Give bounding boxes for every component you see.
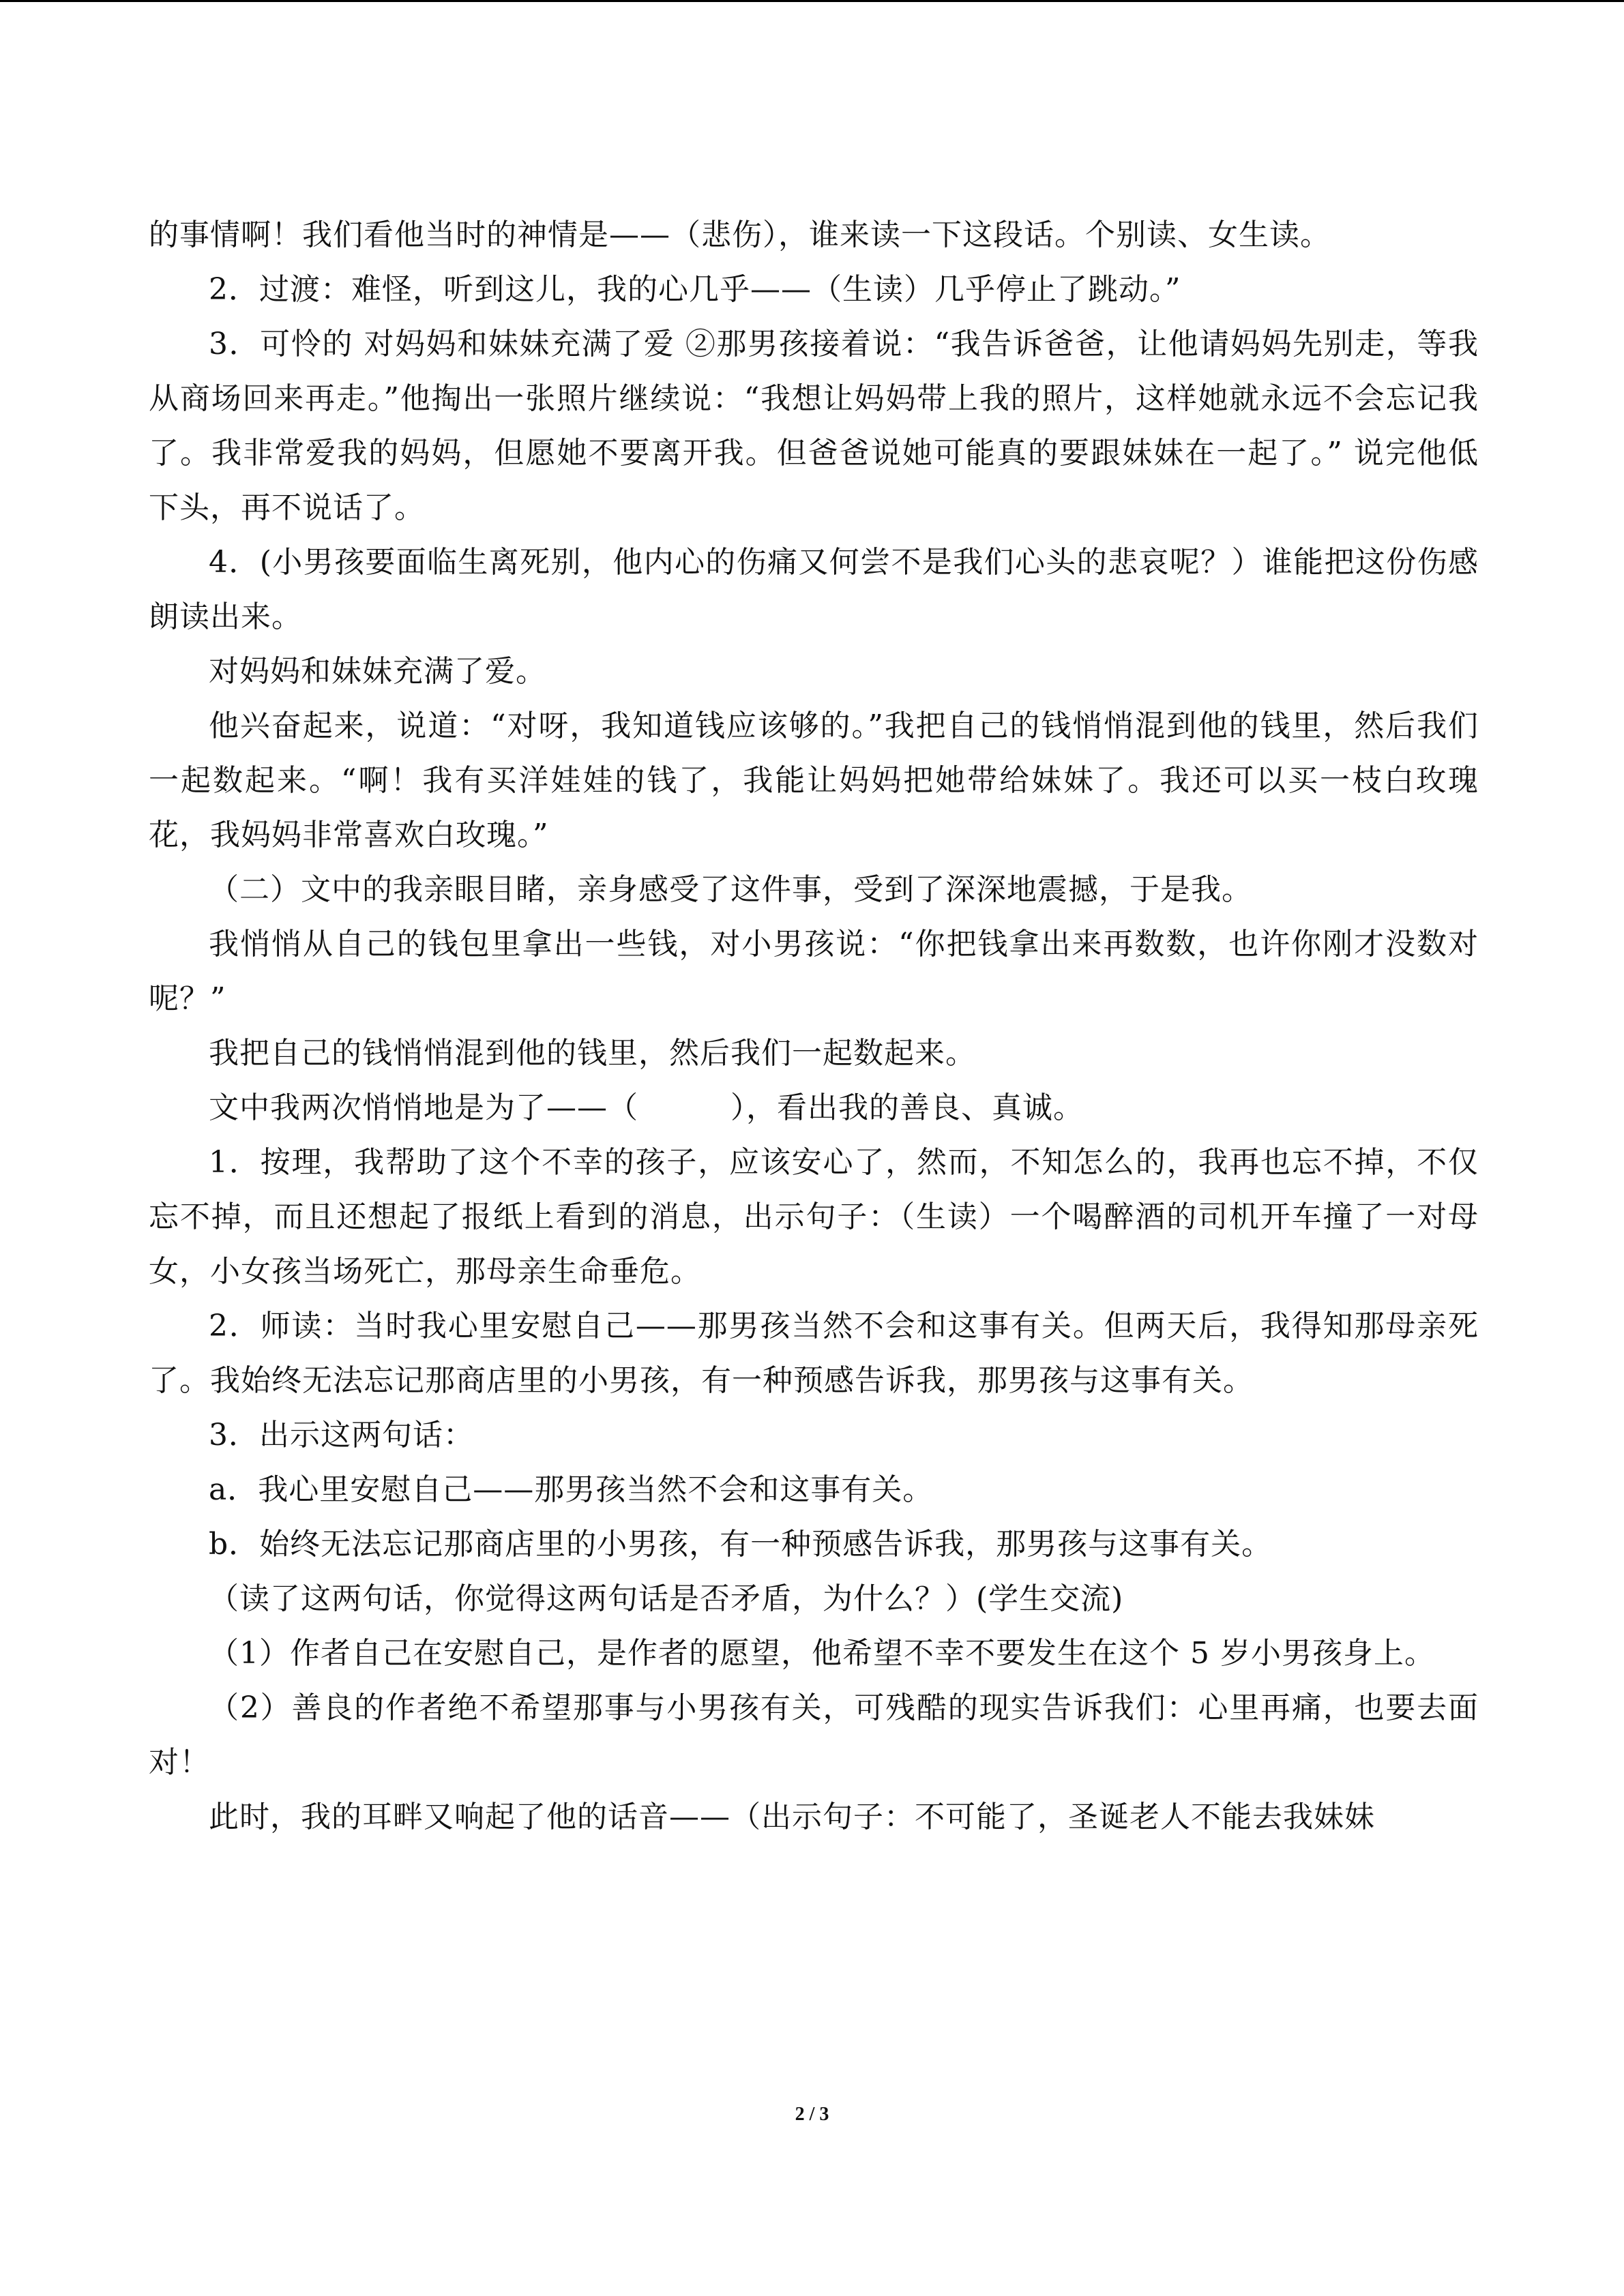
paragraph: （二）文中的我亲眼目睹，亲身感受了这件事，受到了深深地震撼，于是我。 <box>209 872 1252 907</box>
paragraph: 2．师读：当时我心里安慰自己——那男孩当然不会和这事有关。但两天后，我得知那母亲死了。我始终无法忘记那商店里的小男孩，有一种预感告诉我，那男孩与这事有关。 <box>149 1309 1479 1398</box>
top-border-line <box>0 0 1624 2</box>
paragraph: 的事情啊！我们看他当时的神情是——（悲伤），谁来读一下这段话。个别读、女生读。 <box>149 218 1331 252</box>
paragraph: 我把自己的钱悄悄混到他的钱里，然后我们一起数起来。 <box>209 1036 976 1071</box>
page-number: 2 / 3 <box>795 2104 829 2125</box>
paragraph: 文中我两次悄悄地是为了——（ ），看出我的善良、真诚。 <box>209 1090 1084 1125</box>
paragraph: 我悄悄从自己的钱包里拿出一些钱，对小男孩说：“你把钱拿出来再数数，也许你刚才没数对呢？” <box>149 927 1479 1016</box>
paragraph: 3．出示这两句话： <box>209 1418 474 1452</box>
paragraph: 3．可怜的 对妈妈和妹妹充满了爱 ②那男孩接着说：“我告诉爸爸，让他请妈妈先别走，等我从商场回来再走。”他掏出一张照片继续说：“我想让妈妈带上我的照片，这样她就永远不会忘记我了。我非常爱我的妈妈，但愿她不要离开我。但爸爸说她可能真的要跟妹妹在一起了。” 说完他低下头，再不说话了。 <box>149 327 1479 525</box>
paragraph: （1）作者自己在安慰自己，是作者的愿望，他希望不幸不要发生在这个 5 岁小男孩身上。 <box>209 1636 1435 1671</box>
paragraph: 1．按理，我帮助了这个不幸的孩子，应该安心了，然而，不知怎么的，我再也忘不掉，不仅忘不掉，而且还想起了报纸上看到的消息，出示句子：（生读）一个喝醉酒的司机开车撞了一对母女，小女孩当场死亡，那母亲生命垂危。 <box>149 1145 1479 1289</box>
document-body <box>149 208 1479 1845</box>
paragraph: （读了这两句话，你觉得这两句话是否矛盾，为什么？）(学生交流) <box>209 1581 1124 1616</box>
paragraph: b．始终无法忘记那商店里的小男孩，有一种预感告诉我，那男孩与这事有关。 <box>209 1527 1273 1562</box>
paragraph: a．我心里安慰自己——那男孩当然不会和这事有关。 <box>209 1472 934 1507</box>
paragraph: 4．(小男孩要面临生离死别，他内心的伤痛又何尝不是我们心头的悲哀呢？）谁能把这份伤感朗读出来。 <box>149 545 1479 634</box>
paragraph: 他兴奋起来，说道：“对呀，我知道钱应该够的。”我把自己的钱悄悄混到他的钱里，然后我们一起数起来。“啊！我有买洋娃娃的钱了，我能让妈妈把她带给妹妹了。我还可以买一枝白玫瑰花，我妈妈非常喜欢白玫瑰。” <box>149 709 1479 852</box>
paragraph: （2）善良的作者绝不希望那事与小男孩有关，可残酷的现实告诉我们：心里再痛，也要去面对！ <box>149 1690 1479 1780</box>
paragraph: 此时，我的耳畔又响起了他的话音——（出示句子：不可能了，圣诞老人不能去我妹妹 <box>209 1800 1375 1834</box>
paragraph: 2．过渡：难怪，听到这儿，我的心几乎——（生读）几乎停止了跳动。” <box>209 272 1181 307</box>
paragraph: 对妈妈和妹妹充满了爱。 <box>209 654 546 689</box>
